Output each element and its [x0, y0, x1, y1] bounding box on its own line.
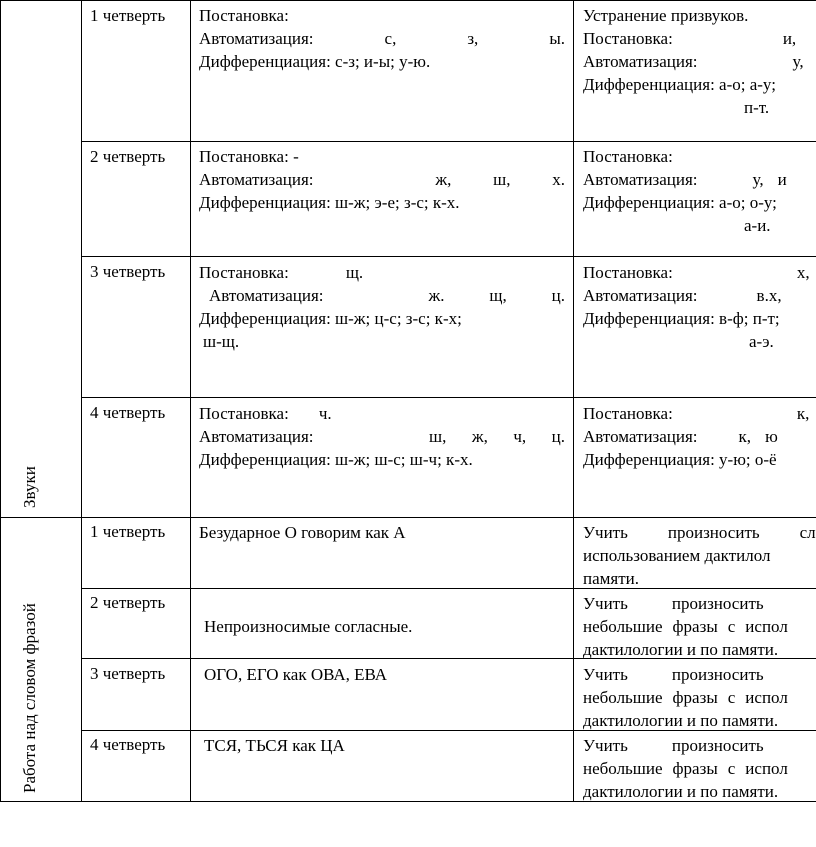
plan-cell: Постановка: щ. Автоматизация: ж. щ, ц. Дифференциация: ш-ж; ц-с; з-с; к-х; ш-щ.	[199, 263, 565, 351]
plan-cell: ОГО, ЕГО как ОВА, ЕВА	[204, 665, 388, 684]
row-border	[0, 517, 816, 518]
plan-cell: Постановка: Автоматизация: у, и Дифференциация: а-о; о-у; а-и.	[583, 147, 787, 235]
quarter-label: 1 четверть	[90, 522, 166, 541]
row-border	[0, 0, 816, 1]
setup-text: Постановка:	[199, 6, 289, 25]
quarter-label: 3 четверть	[90, 262, 166, 281]
differentiation-text: Дифференциация: с-з; и-ы; у-ю.	[199, 52, 431, 71]
plan-cell: Постановка: - Автоматизация: ж, ш, х. Дифференциация: ш-ж; э-е; з-с; к-х.	[199, 147, 565, 212]
quarter-label: 4 четверть	[90, 735, 166, 754]
col-border	[573, 0, 574, 802]
col-border	[0, 0, 1, 802]
plan-cell: Учить произносить небольшие фразы с испол дактилологии и по памяти.	[583, 594, 788, 659]
row-border	[81, 256, 816, 257]
plan-cell: ТСЯ, ТЬСЯ как ЦА	[204, 736, 345, 755]
quarter-label: 2 четверть	[90, 147, 166, 166]
automation-line: Автоматизация: с, з, ы.	[199, 29, 565, 48]
plan-cell: Учить произносить небольшие фразы с испол дактилологии и по памяти.	[583, 665, 788, 730]
col-border	[81, 0, 82, 802]
col-border	[190, 0, 191, 802]
plan-cell: Учить произносить сл использованием дактилол памяти.	[583, 523, 816, 588]
plan-cell	[199, 4, 565, 73]
quarter-label: 2 четверть	[90, 593, 166, 612]
quarter-label: 1 четверть	[90, 6, 166, 25]
section-label-sounds: Звуки	[20, 466, 39, 508]
plan-cell: Безударное О говорим как А	[199, 523, 406, 542]
plan-cell: Постановка: х, Автоматизация: в.х, Дифференциация: в-ф; п-т; а-э.	[583, 263, 810, 351]
plan-cell: Учить произносить небольшие фразы с испол дактилологии и по памяти.	[583, 736, 788, 801]
quarter-label: 4 четверть	[90, 403, 166, 422]
row-border	[81, 141, 816, 142]
plan-cell: Устранение призвуков. Постановка: и, Автоматизация: у, Дифференциация: а-о; а-у; п-т.	[583, 6, 804, 117]
plan-cell: Постановка: ч. Автоматизация: ш, ж, ч, ц. Дифференциация: ш-ж; ш-с; ш-ч; к-х.	[199, 404, 565, 469]
row-border	[81, 397, 816, 398]
quarter-label: 3 четверть	[90, 664, 166, 683]
section-label-words: Работа над словом фразой	[20, 603, 39, 793]
plan-cell: Постановка: к, Автоматизация: к, ю Дифференциация: у-ю; о-ё	[583, 404, 810, 469]
plan-cell: Непроизносимые согласные.	[204, 617, 413, 636]
